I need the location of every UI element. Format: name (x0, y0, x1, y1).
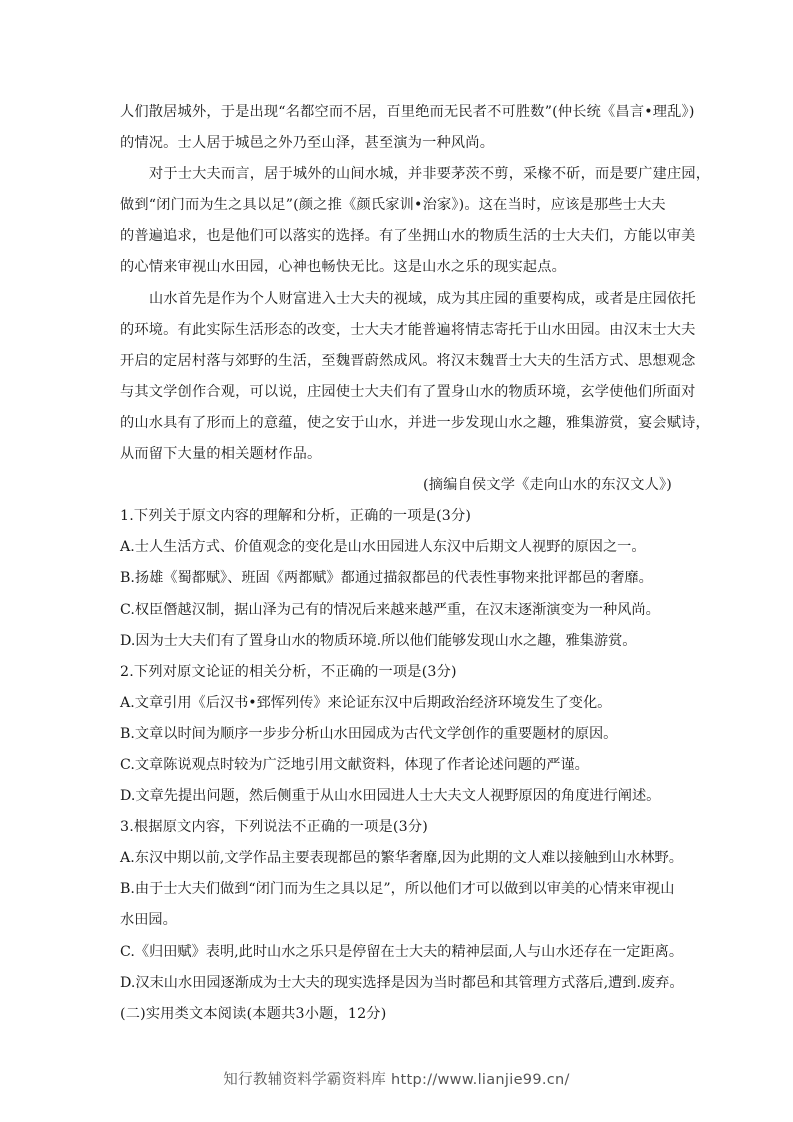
question-stem-2: 2.下列对原文论证的相关分析，不正确的一项是(3分) (120, 663, 457, 680)
question-1-option-b: B.扬雄《蜀都赋》、班固《两都赋》都通过描叙都邑的代表性事物来批评都邑的奢靡。 (120, 570, 653, 587)
question-2-option-a: A.文章引用《后汉书•郅恽列传》来论证东汉中后期政治经济环境发生了变化。 (120, 694, 612, 711)
passage-line: 开启的定居村落与郊野的生活，至魏晋蔚然成风。将汉末魏晋士大夫的生活方式、思想观念 (120, 352, 696, 369)
question-3-option-b-continued: 水田园。 (120, 912, 177, 929)
passage-paragraph-start: 山水首先是作为个人财富进入士大夫的视域，成为其庄园的重要构成，或者是庄园依托 (149, 290, 696, 307)
question-1-option-d: D.因为士大夫们有了置身山水的物质环境.所以他们能够发现山水之趣，雅集游赏。 (120, 632, 637, 649)
passage-line: 的山水具有了形而上的意蕴，使之安于山水，并进一步发现山水之趣，雅集游赏，宴会赋诗， (120, 414, 710, 431)
footer-watermark: 知行教辅资料学霸资料库 http://www.lianjie99.cn/ (223, 1072, 570, 1088)
question-1-option-a: A.士人生活方式、价值观念的变化是山水田园进人东汉中后期文人视野的原因之一。 (120, 539, 646, 556)
question-3-option-d: D.汉末山水田园逐渐成为士大夫的现实选择是因为当时都邑和其管理方式落后,遭到.废弃。 (120, 974, 684, 991)
passage-line: 做到“闭门而为生之具以足”(颜之推《颜氏家训•治家》)。这在当时，应该是那些士大夫 (120, 197, 666, 214)
question-2-option-c: C.文章陈说观点时较为广泛地引用文献资料，体现了作者论述问题的严谨。 (120, 756, 589, 773)
question-3-option-a: A.东汉中期以前,文学作品主要表现都邑的繁华奢靡,因为此期的文人难以接触到山水林野。 (120, 850, 683, 867)
passage-line: 人们散居城外，于是出现“名都空而不居，百里绝而无民者不可胜数”(仲长统《昌言•理乱》) (120, 104, 695, 120)
passage-line: 从而留下大量的相关题材作品。 (120, 446, 322, 463)
question-1-option-c: C.权臣僭越汉制，据山泽为己有的情况后来越来越严重，在汉末逐渐演变为一种风尚。 (120, 601, 660, 618)
question-2-option-d: D.文章先提出问题，然后侧重于从山水田园进人士大夫文人视野原因的角度进行阐述。 (120, 788, 661, 805)
question-3-option-c: C.《归田赋》表明,此时山水之乐只是停留在士大夫的精神层面,人与山水还存在一定距离。 (120, 943, 684, 960)
document-page (120, 97, 711, 1030)
question-stem-1: 1.下列关于原文内容的理解和分析，正确的一项是(3分) (120, 508, 472, 525)
passage-line: 与其文学创作合观，可以说，庄园使士大夫们有了置身山水的物质环境，玄学使他们所面对 (120, 383, 696, 400)
question-stem-3: 3.根据原文内容，下列说法不正确的一项是(3分) (120, 819, 428, 836)
passage-source: (摘编自侯文学《走向山水的东汉文人》) (423, 477, 672, 494)
question-3-option-b: B.由于士大夫们做到“闭门而为生之具以足”，所以他们才可以做到以审美的心情来审视山 (120, 881, 675, 898)
passage-line: 的普遍追求，也是他们可以落实的选择。有了坐拥山水的物质生活的士大夫们，方能以审美 (120, 228, 696, 245)
question-2-option-b: B.文章以时间为顺序一步步分析山水田园成为古代文学创作的重要题材的原因。 (120, 725, 618, 742)
passage-line: 的心情来审视山水田园，心神也畅快无比。这是山水之乐的现实起点。 (120, 259, 567, 276)
passage-line: 的情况。士人居于城邑之外乃至山泽，甚至演为一种风尚。 (120, 135, 495, 152)
passage-line: 的环境。有此实际生活形态的改变，士大夫才能普遍将情志寄托于山水田园。由汉末士大夫 (120, 321, 696, 338)
section-heading: (二)实用类文本阅读(本题共3小题，12分) (120, 1005, 387, 1022)
passage-paragraph-start: 对于士大夫而言，居于城外的山间水城，并非要茅茨不剪，采椽不斫，而是要广建庄园， (149, 166, 711, 183)
